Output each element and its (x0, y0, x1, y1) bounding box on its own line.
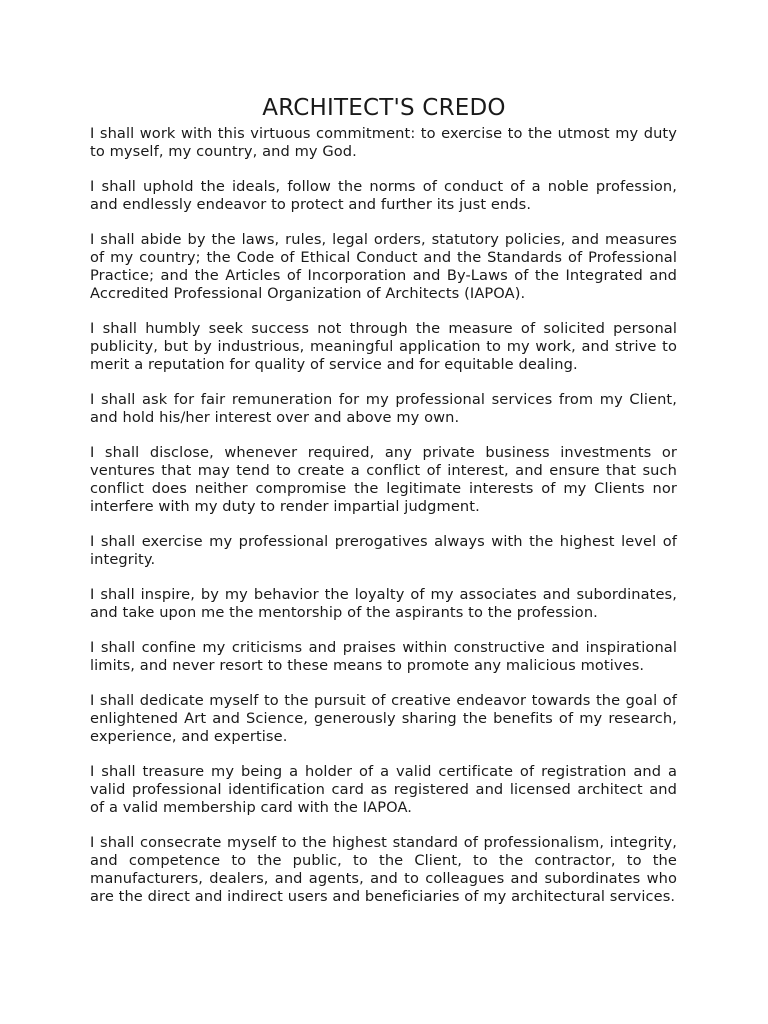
credo-paragraph: I shall treasure my being a holder of a valid certificate of registration and a valid professional identification card as registered and licensed architect and of a valid membership card with the IAPOA. (90, 763, 677, 816)
document-body (90, 125, 677, 923)
credo-paragraph: I shall exercise my professional prerogatives always with the highest level of integrity. (90, 533, 677, 568)
credo-paragraph: I shall ask for fair remuneration for my professional services from my Client, and hold his/her interest over and above my own. (90, 391, 677, 426)
credo-paragraph: I shall inspire, by my behavior the loyalty of my associates and subordinates, and take upon me the mentorship of the aspirants to the profession. (90, 586, 677, 621)
credo-paragraph: I shall consecrate myself to the highest standard of professionalism, integrity, and competence to the public, to the Client, to the contractor, to the manufacturers, dealers, and agents, and to colleagues and subordinates who are the direct and indirect users and beneficiaries of my architectural services. (90, 834, 677, 905)
credo-paragraph: I shall abide by the laws, rules, legal orders, statutory policies, and measures of my country; the Code of Ethical Conduct and the Standards of Professional Practice; and the Articles of Incorporation and By-Laws of the Integrated and Accredited Professional Organization of Architects (IAPOA). (90, 231, 677, 302)
credo-paragraph: I shall humbly seek success not through the measure of solicited personal publicity, but by industrious, meaningful application to my work, and strive to merit a reputation for quality of service and for equitable dealing. (90, 320, 677, 373)
credo-paragraph: I shall dedicate myself to the pursuit of creative endeavor towards the goal of enlightened Art and Science, generously sharing the benefits of my research, experience, and expertise. (90, 692, 677, 745)
document-title: ARCHITECT'S CREDO (262, 95, 506, 121)
credo-paragraph: I shall work with this virtuous commitment: to exercise to the utmost my duty to myself, my country, and my God. (90, 125, 677, 160)
credo-paragraph: I shall disclose, whenever required, any private business investments or ventures that may tend to create a conflict of interest, and ensure that such conflict does neither compromise the legitimate interests of my Clients nor interfere with my duty to render impartial judgment. (90, 444, 677, 515)
credo-paragraph: I shall uphold the ideals, follow the norms of conduct of a noble profession, and endlessly endeavor to protect and further its just ends. (90, 178, 677, 213)
credo-paragraph: I shall confine my criticisms and praises within constructive and inspirational limits, and never resort to these means to promote any malicious motives. (90, 639, 677, 674)
